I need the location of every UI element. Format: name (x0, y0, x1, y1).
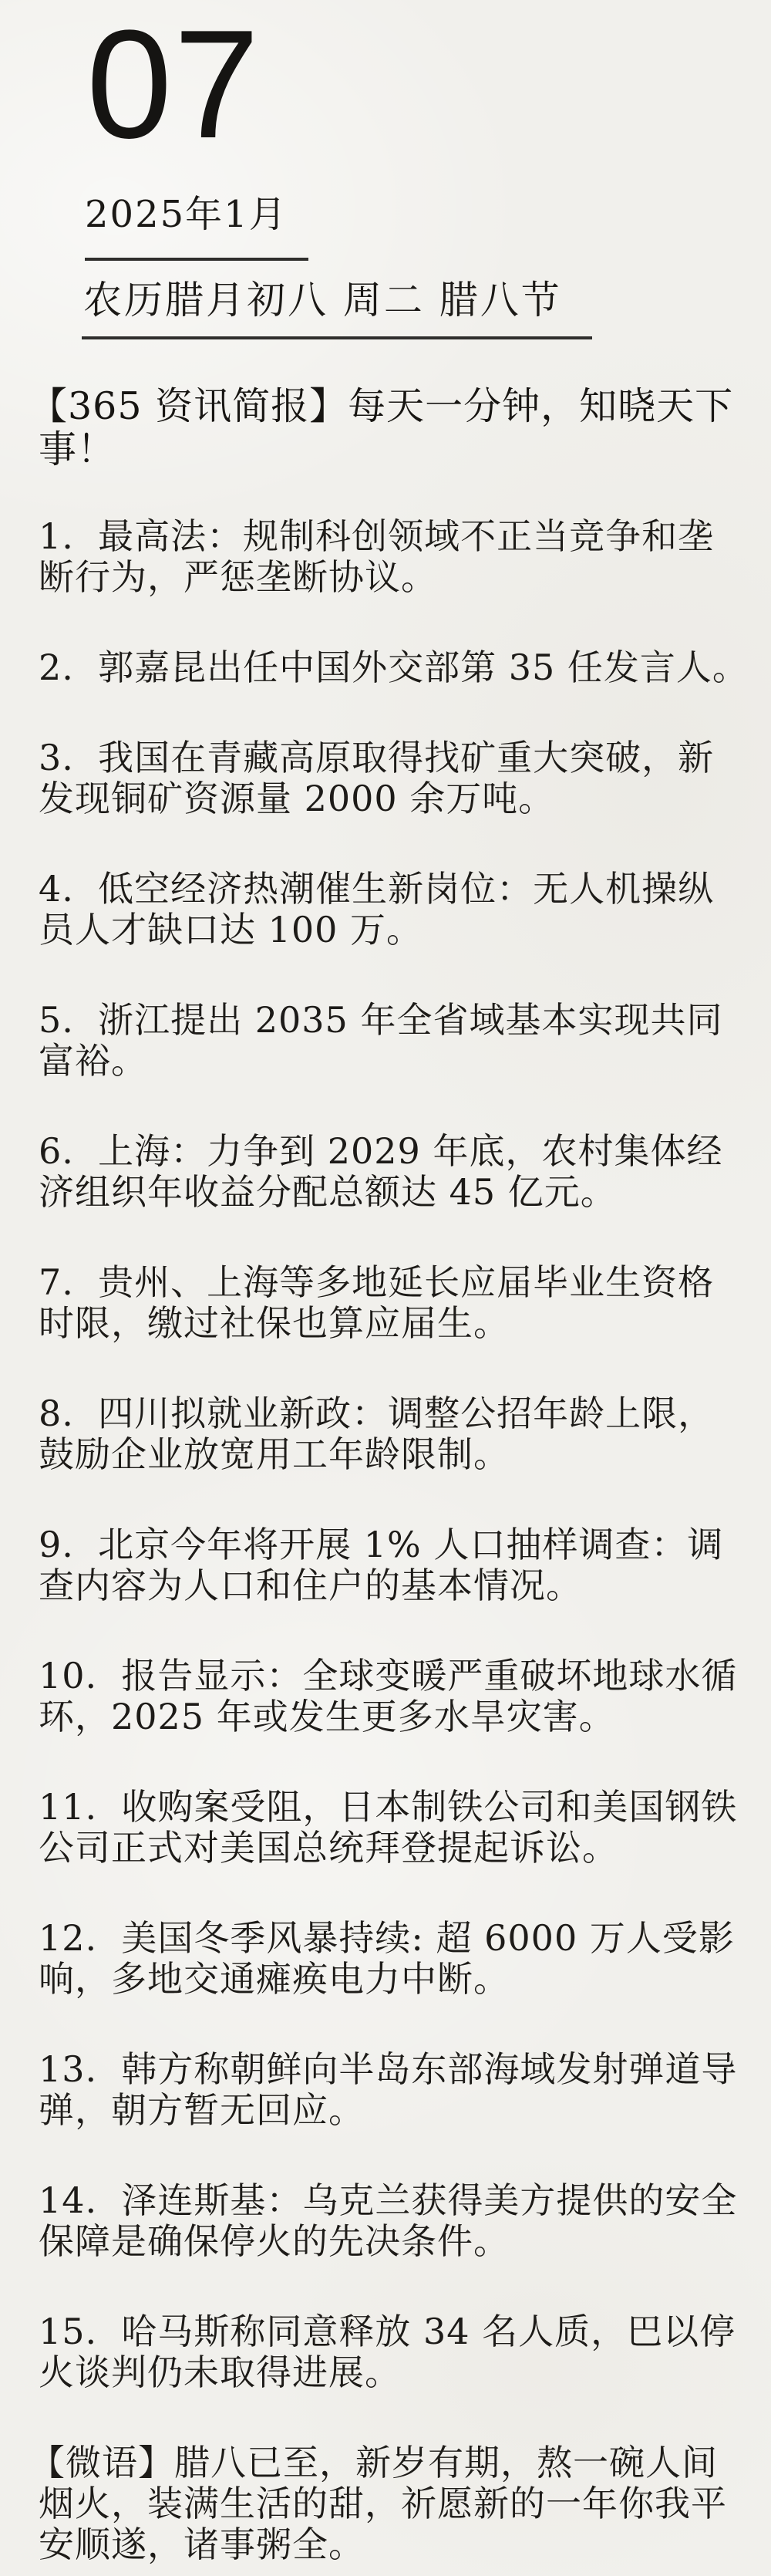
briefing-intro: 【365 资讯简报】每天一分钟，知晓天下事！ (29, 384, 734, 471)
divider-under-date (85, 258, 308, 261)
news-item: 2. 郭嘉昆出任中国外交部第 35 任发言人。 (39, 647, 749, 688)
date-label: 2025年1月 (85, 193, 288, 236)
news-item: 5. 浙江提出 2035 年全省域基本实现共同富裕。 (39, 999, 723, 1082)
weiyu-closing: 【微语】腊八已至，新岁有期，熬一碗人间烟火，装满生活的甜，祈愿新的一年你我平安顺遂，诸事粥全。 (29, 2442, 727, 2565)
news-item: 14. 泽连斯基：乌克兰获得美方提供的安全保障是确保停火的先决条件。 (39, 2179, 738, 2262)
news-item: 9. 北京今年将开展 1% 人口抽样调查：调查内容为人口和住户的基本情况。 (39, 1524, 724, 1606)
news-item: 6. 上海：力争到 2029 年底，农村集体经济组织年收益分配总额达 45 亿元。 (39, 1130, 723, 1213)
day-number: 07 (86, 0, 261, 170)
briefing-section (29, 384, 749, 2565)
news-item: 1. 最高法：规制科创领域不正当竞争和垄断行为，严惩垄断协议。 (39, 515, 715, 598)
news-item: 7. 贵州、上海等多地延长应届毕业生资格时限，缴过社保也算应届生。 (39, 1261, 715, 1344)
news-list (39, 516, 749, 2393)
news-item: 10. 报告显示：全球变暖严重破坏地球水循环，2025 年或发生更多水旱灾害。 (39, 1655, 738, 1737)
news-item: 12. 美国冬季风暴持续: 超 6000 万人受影响，多地交通瘫痪电力中断。 (39, 1917, 735, 2000)
news-item: 13. 韩方称朝鲜向半岛东部海域发射弹道导弹，朝方暂无回应。 (39, 2048, 738, 2131)
news-item: 8. 四川拟就业新政：调整公招年龄上限，鼓励企业放宽用工年龄限制。 (39, 1393, 715, 1475)
news-item: 11. 收购案受阻，日本制铁公司和美国钢铁公司正式对美国总统拜登提起诉讼。 (39, 1786, 738, 1869)
news-item: 3. 我国在青藏高原取得找矿重大突破，新发现铜矿资源量 2000 余万吨。 (39, 737, 715, 819)
divider-under-lunar (82, 336, 592, 339)
lunar-date-label: 农历腊月初八 周二 腊八节 (83, 278, 562, 322)
news-item: 15. 哈马斯称同意释放 34 名人质，巴以停火谈判仍未取得进展。 (39, 2311, 736, 2393)
news-item: 4. 低空经济热潮催生新岗位：无人机操纵员人才缺口达 100 万。 (39, 868, 715, 950)
